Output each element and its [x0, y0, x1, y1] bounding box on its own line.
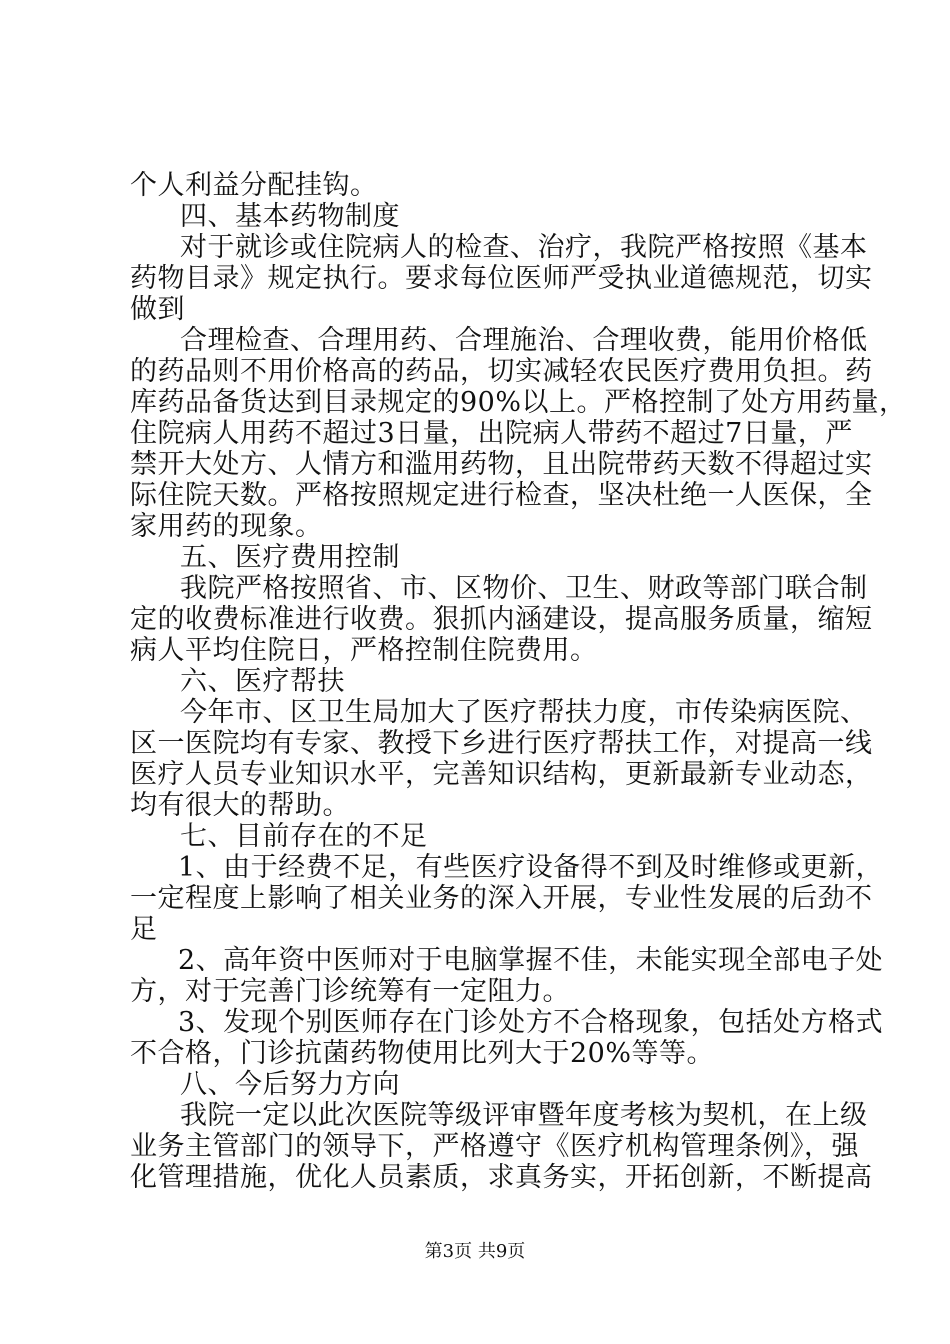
text-line: 3、发现个别医师存在门诊处方不合格现象，包括处方格式: [178, 1007, 884, 1038]
section-heading: 七、目前存在的不足: [180, 821, 428, 852]
text-line: 的药品则不用价格高的药品，切实减轻农民医疗费用负担。药: [130, 356, 873, 387]
text-line: 化管理措施，优化人员素质，求真务实，开拓创新，不断提高: [130, 1162, 873, 1193]
text-line: 对于就诊或住院病人的检查、治疗，我院严格按照《基本: [180, 232, 868, 263]
text-line: 药物目录》规定执行。要求每位医师严受执业道德规范，切实: [130, 263, 873, 294]
section-heading: 四、基本药物制度: [180, 201, 400, 232]
section-heading: 五、医疗费用控制: [180, 542, 400, 573]
text-line: 病人平均住院日，严格控制住院费用。: [130, 635, 598, 666]
text-line: 一定程度上影响了相关业务的深入开展，专业性发展的后劲不: [130, 883, 873, 914]
text-line: 2、高年资中医师对于电脑掌握不佳，未能实现全部电子处: [178, 945, 884, 976]
text-line: 住院病人用药不超过3日量，出院病人带药不超过7日量，严: [130, 418, 853, 449]
text-line: 我院严格按照省、市、区物价、卫生、财政等部门联合制: [180, 573, 868, 604]
text-line: 定的收费标准进行收费。狠抓内涵建设，提高服务质量，缩短: [130, 604, 873, 635]
text-line: 足: [130, 914, 158, 945]
text-line: 医疗人员专业知识水平，完善知识结构，更新最新专业动态，: [130, 759, 873, 790]
text-line: 均有很大的帮助。: [130, 790, 350, 821]
text-line: 际住院天数。严格按照规定进行检查，坚决杜绝一人医保，全: [130, 480, 873, 511]
text-line: 库药品备货达到目录规定的90%以上。严格控制了处方用药量，: [130, 387, 907, 418]
text-line: 合理检查、合理用药、合理施治、合理收费，能用价格低: [180, 325, 868, 356]
page-number-footer: 第3页 共9页: [424, 1241, 526, 1262]
text-line: 不合格，门诊抗菌药物使用比列大于20%等等。: [130, 1038, 715, 1069]
text-line: 业务主管部门的领导下，严格遵守《医疗机构管理条例》，强: [130, 1131, 859, 1162]
text-line: 方，对于完善门诊统筹有一定阻力。: [130, 976, 570, 1007]
text-line: 区一医院均有专家、教授下乡进行医疗帮扶工作，对提高一线: [130, 728, 873, 759]
text-line: 我院一定以此次医院等级评审暨年度考核为契机，在上级: [180, 1100, 868, 1131]
text-line: 禁开大处方、人情方和滥用药物，且出院带药天数不得超过实: [130, 449, 873, 480]
text-line: 1、由于经费不足，有些医疗设备得不到及时维修或更新，: [178, 852, 884, 883]
text-line: 家用药的现象。: [130, 511, 323, 542]
text-line: 做到: [130, 294, 185, 325]
section-heading: 六、医疗帮扶: [180, 666, 345, 697]
section-heading: 八、今后努力方向: [180, 1069, 400, 1100]
text-line: 今年市、区卫生局加大了医疗帮扶力度，市传染病医院、: [180, 697, 868, 728]
text-line: 个人利益分配挂钩。: [130, 170, 378, 201]
